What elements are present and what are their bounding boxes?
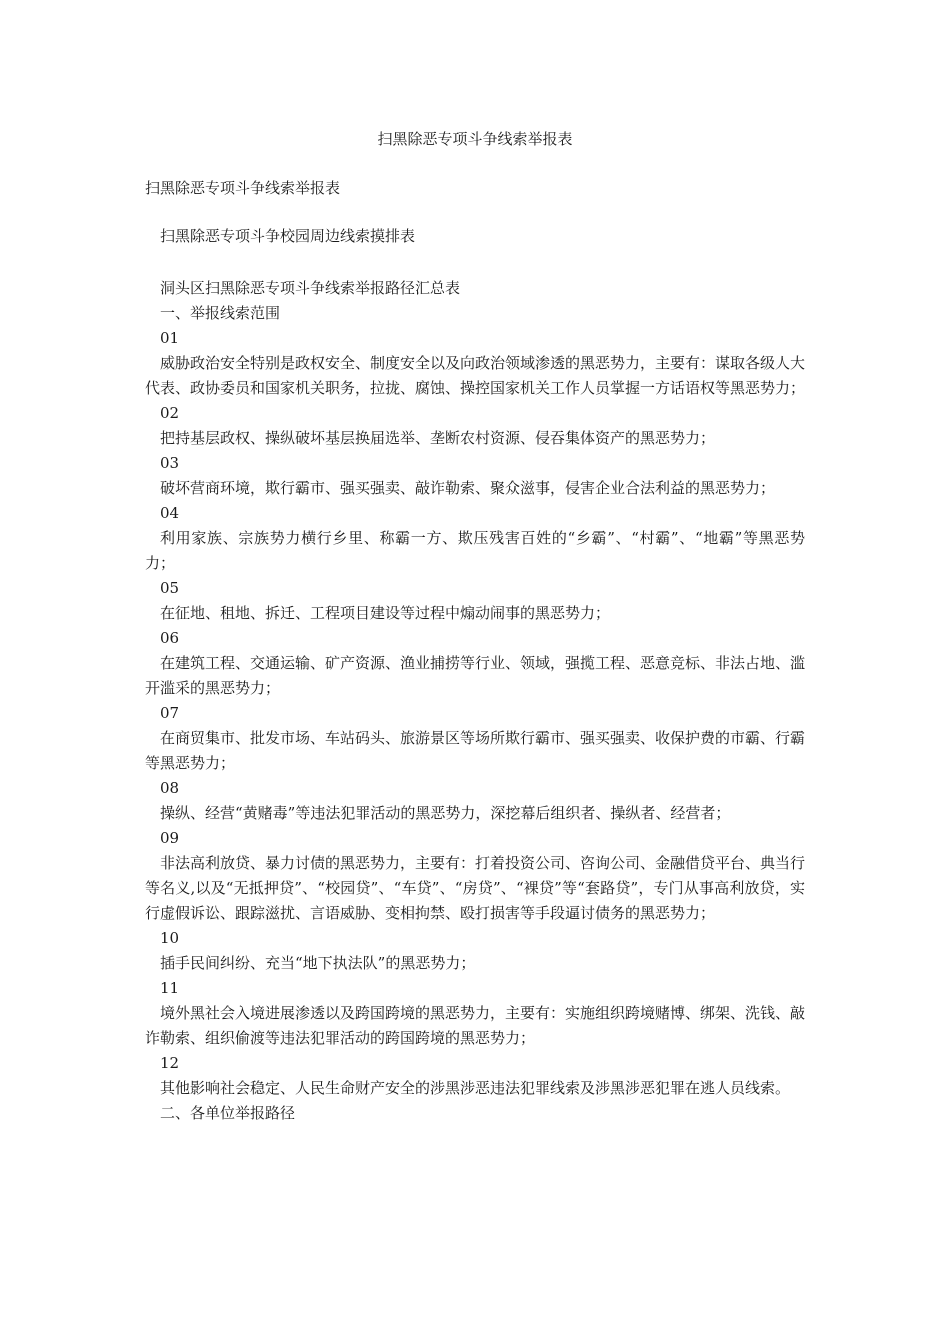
item-number: 08 <box>160 779 180 797</box>
item-number: 05 <box>160 579 180 597</box>
page-title: 扫黑除恶专项斗争线索举报表 <box>377 130 573 148</box>
item-text: 在征地、租地、拆迁、工程项目建设等过程中煽动闹事的黑恶势力； <box>160 604 611 622</box>
heading-main: 扫黑除恶专项斗争线索举报表 <box>145 179 341 197</box>
item-number: 04 <box>160 504 180 522</box>
item-number: 01 <box>160 329 180 347</box>
item-text: 威胁政治安全特别是政权安全、制度安全以及向政治领域渗透的黑恶势力，主要有：谋取各级人大代表、政协委员和国家机关职务，拉拢、腐蚀、操控国家机关工作人员掌握一方话语权等黑恶势力； <box>145 354 806 397</box>
item-text: 插手民间纠纷、充当“地下执法队”的黑恶势力； <box>160 954 476 972</box>
section-title-1: 一、举报线索范围 <box>160 304 281 322</box>
item-list <box>145 326 805 1101</box>
document-body <box>145 128 805 1126</box>
item-number: 02 <box>160 404 180 422</box>
item-text: 利用家族、宗族势力横行乡里、称霸一方、欺压残害百姓的“乡霸”、“村霸”、“地霸”等黑恶势力； <box>145 529 805 572</box>
item-number: 07 <box>160 704 180 722</box>
item-number: 12 <box>160 1054 180 1072</box>
heading-sub: 扫黑除恶专项斗争校园周边线索摸排表 <box>160 227 416 245</box>
item-text: 破坏营商环境，欺行霸市、强买强卖、敲诈勒索、聚众滋事，侵害企业合法利益的黑恶势力； <box>160 479 776 497</box>
heading-summary: 洞头区扫黑除恶专项斗争线索举报路径汇总表 <box>160 279 461 297</box>
item-text: 非法高利放贷、暴力讨债的黑恶势力，主要有：打着投资公司、咨询公司、金融借贷平台、典当行等名义,以及“无抵押贷”、“校园贷”、“车贷”、“房贷”、“裸贷”等“套路贷”，专门从事高利放贷，实行虚假诉讼、跟踪滋扰、言语威胁、变相拘禁、殴打损害等手段逼讨债务的黑恶势力； <box>145 854 806 922</box>
section-title-2: 二、各单位举报路径 <box>160 1104 296 1122</box>
item-number: 10 <box>160 929 180 947</box>
item-text: 境外黑社会入境进展渗透以及跨国跨境的黑恶势力，主要有：实施组织跨境赌博、绑架、洗钱、敲诈勒索、组织偷渡等违法犯罪活动的跨国跨境的黑恶势力； <box>145 1004 806 1047</box>
item-number: 06 <box>160 629 180 647</box>
item-text: 操纵、经营“黄赌毒”等违法犯罪活动的黑恶势力，深挖幕后组织者、操纵者、经营者； <box>160 804 731 822</box>
item-text: 在建筑工程、交通运输、矿产资源、渔业捕捞等行业、领域，强揽工程、恶意竞标、非法占地、滥开滥采的黑恶势力； <box>145 654 806 697</box>
item-number: 11 <box>160 979 180 997</box>
item-number: 03 <box>160 454 180 472</box>
item-text: 在商贸集市、批发市场、车站码头、旅游景区等场所欺行霸市、强买强卖、收保护费的市霸、行霸等黑恶势力； <box>145 729 806 772</box>
item-text: 其他影响社会稳定、人民生命财产安全的涉黑涉恶违法犯罪线索及涉黑涉恶犯罪在逃人员线索。 <box>160 1079 791 1097</box>
item-text: 把持基层政权、操纵破坏基层换届选举、垄断农村资源、侵吞集体资产的黑恶势力； <box>160 429 716 447</box>
item-number: 09 <box>160 829 180 847</box>
